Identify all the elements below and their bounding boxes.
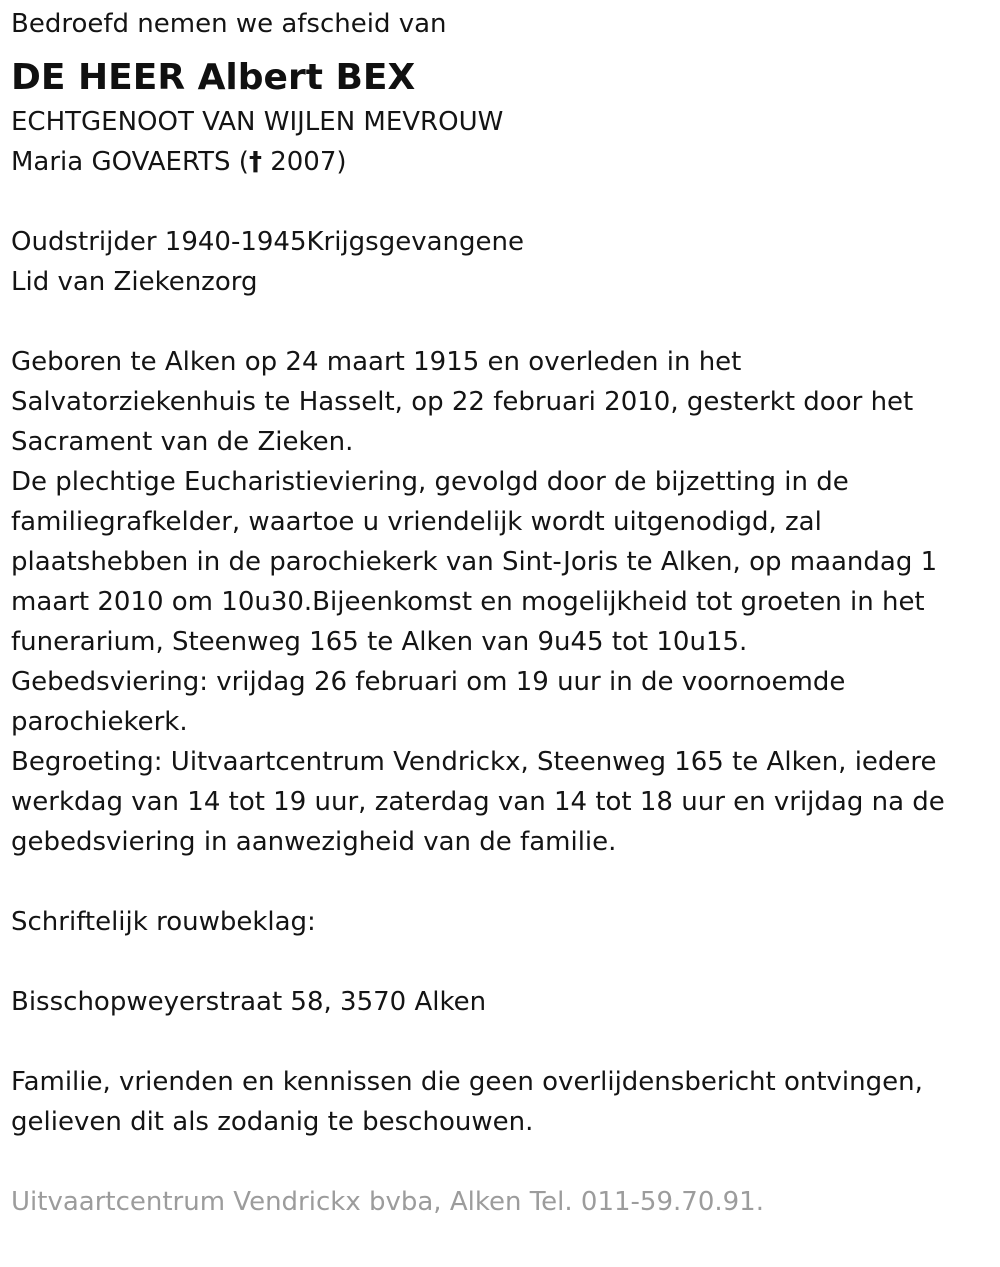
spacer bbox=[11, 44, 990, 50]
spacer bbox=[11, 182, 990, 222]
spacer bbox=[11, 942, 990, 982]
notice-line: Familie, vrienden en kennissen die geen overlijdensbericht ontvingen, bbox=[11, 1067, 923, 1097]
spouse-line-1: ECHTGENOOT VAN WIJLEN MEVROUW bbox=[11, 107, 504, 137]
body-line: De plechtige Eucharistieviering, gevolgd door de bijzetting in de bbox=[11, 467, 849, 497]
spouse-name: Maria GOVAERTS ( bbox=[11, 147, 249, 177]
body-line: werkdag van 14 tot 19 uur, zaterdag van 14 tot 18 uur en vrijdag na de bbox=[11, 787, 945, 817]
body-line: Geboren te Alken op 24 maart 1915 en overleden in het bbox=[11, 347, 742, 377]
notice-line: gelieven dit als zodanig te beschouwen. bbox=[11, 1107, 534, 1137]
condolences-label: Schriftelijk rouwbeklag: bbox=[11, 907, 316, 937]
body-line: funerarium, Steenweg 165 te Alken van 9u45 tot 10u15. bbox=[11, 627, 748, 657]
body-line: plaatshebben in de parochiekerk van Sint-Joris te Alken, op maandag 1 bbox=[11, 547, 938, 577]
title-line: Oudstrijder 1940-1945Krijgsgevangene bbox=[11, 227, 525, 257]
funeral-home-footer: Uitvaartcentrum Vendrickx bvba, Alken Tel. 011-59.70.91. bbox=[11, 1187, 764, 1217]
deceased-name: DE HEER Albert BEX bbox=[11, 57, 416, 98]
spouse-death-year: 2007) bbox=[261, 147, 347, 177]
spacer bbox=[11, 302, 990, 342]
cross-icon: † bbox=[248, 147, 262, 177]
body-line: Begroeting: Uitvaartcentrum Vendrickx, Steenweg 165 te Alken, iedere bbox=[11, 747, 937, 777]
body-line: gebedsviering in aanwezigheid van de familie. bbox=[11, 827, 617, 857]
spacer bbox=[11, 1022, 990, 1062]
body-text bbox=[11, 342, 990, 862]
title-line: Lid van Ziekenzorg bbox=[11, 267, 258, 297]
spacer bbox=[11, 862, 990, 902]
condolences-address: Bisschopweyerstraat 58, 3570 Alken bbox=[11, 987, 487, 1017]
intro-text: Bedroefd nemen we afscheid van bbox=[11, 9, 447, 39]
spouse-line-2 bbox=[11, 142, 990, 182]
spacer bbox=[11, 1142, 990, 1182]
body-line: Sacrament van de Zieken. bbox=[11, 427, 354, 457]
body-line: parochiekerk. bbox=[11, 707, 188, 737]
body-line: Gebedsviering: vrijdag 26 februari om 19 uur in de voornoemde bbox=[11, 667, 846, 697]
body-line: familiegrafkelder, waartoe u vriendelijk wordt uitgenodigd, zal bbox=[11, 507, 822, 537]
body-line: Salvatorziekenhuis te Hasselt, op 22 februari 2010, gesterkt door het bbox=[11, 387, 914, 417]
body-line: maart 2010 om 10u30.Bijeenkomst en mogelijkheid tot groeten in het bbox=[11, 587, 925, 617]
